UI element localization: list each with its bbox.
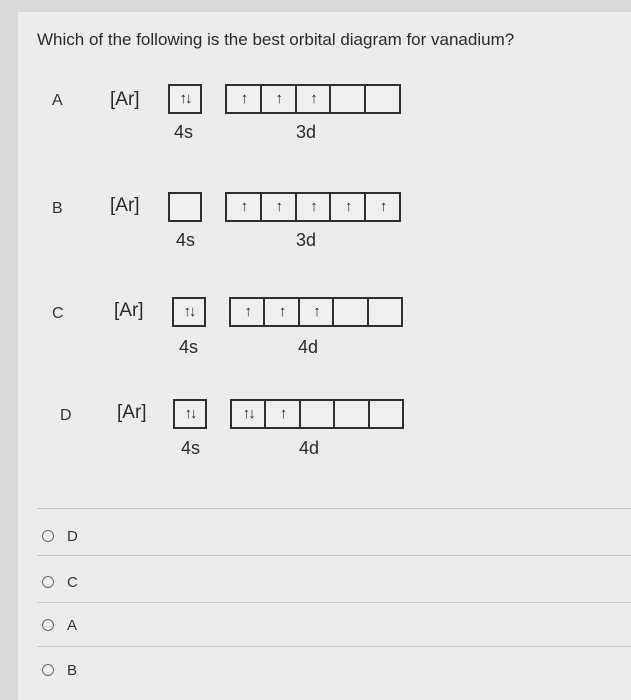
orbital-cell (170, 194, 200, 220)
diagram-c (0, 285, 631, 375)
s-orbital-label: 4s (174, 122, 194, 142)
answer-option-c[interactable] (42, 571, 78, 593)
orbital-cell: ↑ (297, 86, 332, 112)
radio-button-icon[interactable] (42, 530, 54, 542)
core-notation: [Ar] (110, 89, 140, 110)
option-divider (37, 646, 631, 647)
option-label: B (67, 661, 78, 679)
d-orbital-label: 4d (298, 337, 319, 357)
s-orbital-box (172, 297, 206, 327)
orbital-cell: ↑ (300, 299, 334, 325)
orbital-cell: ↑↓ (184, 405, 196, 422)
orbital-cell: ↑ (266, 401, 300, 427)
orbital-cell (366, 86, 399, 112)
option-label: C (67, 573, 78, 591)
d-orbital-boxes (229, 297, 403, 327)
s-orbital-label: 4s (179, 337, 199, 357)
option-divider (37, 602, 631, 603)
orbital-cell: ↑ (227, 194, 262, 220)
diagram-a (0, 72, 631, 162)
orbital-cell: ↑ (262, 86, 297, 112)
diagram-letter: A (52, 92, 63, 109)
d-orbital-label: 4d (299, 438, 320, 458)
orbital-cell: ↑ (262, 194, 297, 220)
s-orbital-box (168, 192, 202, 222)
answer-option-d[interactable] (42, 525, 78, 547)
diagram-letter: B (52, 200, 63, 217)
core-notation: [Ar] (117, 402, 147, 423)
s-orbital-box (168, 84, 202, 114)
orbital-cell: ↑↓ (179, 90, 191, 107)
orbital-cell: ↑↓ (183, 303, 195, 320)
orbital-cell: ↑ (331, 194, 366, 220)
s-orbital-label: 4s (176, 230, 196, 250)
radio-button-icon[interactable] (42, 619, 54, 631)
orbital-cell (331, 86, 366, 112)
orbital-cell: ↑ (231, 299, 265, 325)
radio-button-icon[interactable] (42, 576, 54, 588)
answer-option-b[interactable] (42, 659, 77, 681)
orbital-cell (370, 401, 402, 427)
orbital-cell: ↑ (297, 194, 332, 220)
diagram-letter: C (52, 305, 64, 322)
orbital-cell: ↑ (265, 299, 299, 325)
d-orbital-boxes (230, 399, 404, 429)
option-divider (37, 555, 631, 556)
core-notation: [Ar] (110, 195, 140, 216)
core-notation: [Ar] (114, 300, 144, 321)
radio-button-icon[interactable] (42, 664, 54, 676)
orbital-cell: ↑ (379, 198, 386, 215)
option-label: A (67, 616, 78, 634)
s-orbital-box (173, 399, 207, 429)
d-orbital-label: 3d (296, 230, 317, 250)
d-orbital-boxes (225, 192, 401, 222)
s-orbital-label: 4s (181, 438, 201, 458)
diagram-b (0, 180, 631, 270)
option-label: D (67, 527, 78, 545)
orbital-cell (334, 299, 368, 325)
orbital-cell (369, 299, 401, 325)
diagram-letter: D (60, 407, 72, 424)
diagram-d (0, 387, 631, 477)
d-orbital-label: 3d (296, 122, 317, 142)
orbital-cell: ↑ (227, 86, 262, 112)
d-orbital-boxes (225, 84, 401, 114)
option-divider (37, 508, 631, 509)
orbital-cell (335, 401, 369, 427)
question-text: Which of the following is the best orbital diagram for vanadium? (37, 30, 515, 49)
answer-option-a[interactable] (42, 614, 77, 636)
orbital-cell (301, 401, 335, 427)
orbital-cell: ↑↓ (232, 401, 266, 427)
